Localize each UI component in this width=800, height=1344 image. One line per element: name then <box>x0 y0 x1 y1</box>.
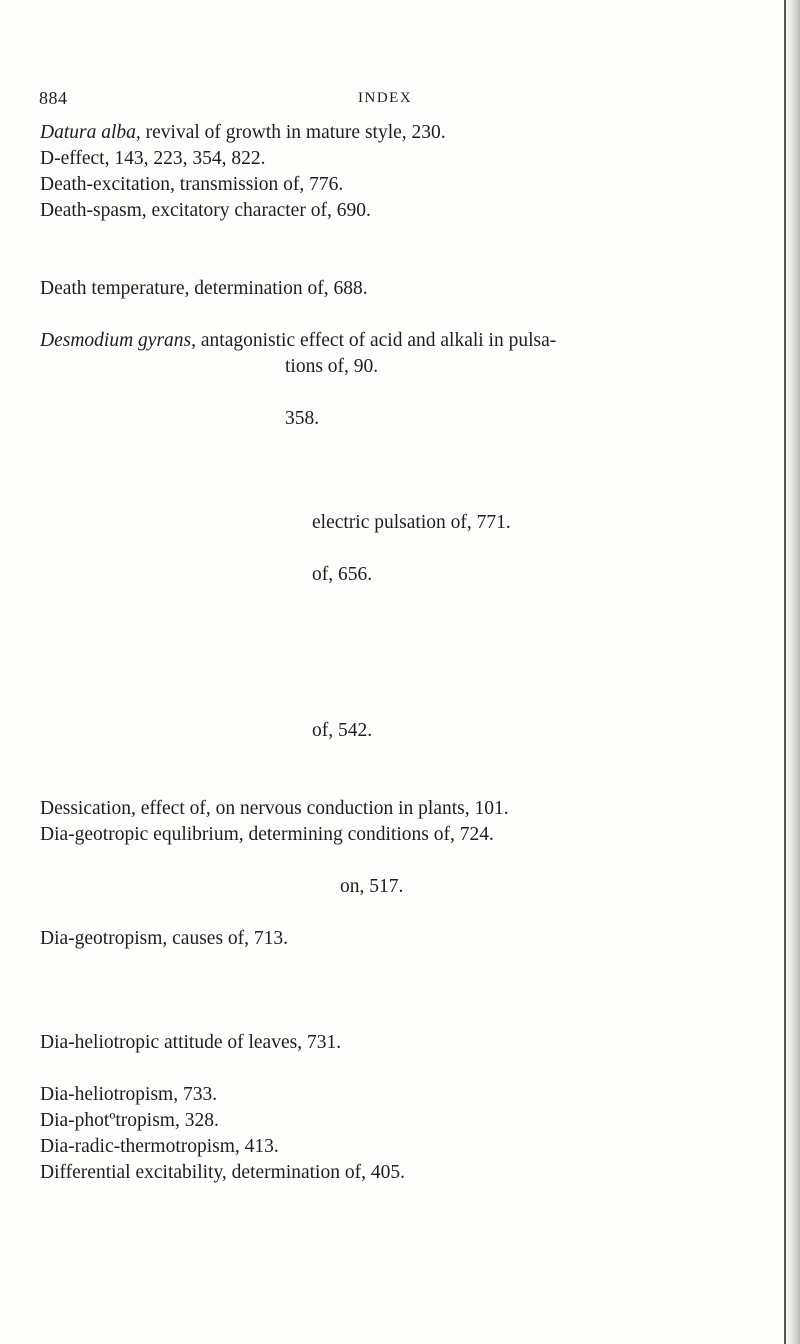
entry-text: of, 656. <box>312 564 373 585</box>
index-line <box>285 406 319 432</box>
entry-text: antagonistic effect of acid and alkali in pulsa- <box>196 330 557 351</box>
entry-text: Dia-geotropic equlibrium, determining conditions of, 724. <box>40 824 494 845</box>
entry-text: Dia-radic-thermotropism, 413. <box>40 1136 279 1157</box>
entry-heading: Desmodium gyrans, <box>40 330 196 351</box>
entry-text: 358. <box>285 408 320 429</box>
page-number: 884 <box>39 88 68 108</box>
index-line <box>40 328 556 354</box>
entry-text: Death-excitation, transmission of, 776. <box>40 174 344 195</box>
index-line <box>40 926 288 952</box>
entry-text: Death temperature, determination of, 688. <box>40 278 368 299</box>
index-line <box>40 1108 219 1134</box>
entry-text: Dia-heliotropic attitude of leaves, 731. <box>40 1032 342 1053</box>
entry-text: Dia-photºtropism, 328. <box>40 1110 219 1131</box>
entry-text: tions of, 90. <box>285 356 379 377</box>
index-line <box>40 822 494 848</box>
entry-text: Dia-heliotropism, 733. <box>40 1084 218 1105</box>
entry-text: of, 542. <box>312 720 373 741</box>
index-line <box>40 120 446 146</box>
index-line <box>40 796 509 822</box>
index-line <box>285 354 378 380</box>
index-line <box>40 1134 279 1160</box>
index-line <box>312 562 372 588</box>
index-line <box>40 1082 217 1108</box>
entry-text: electric pulsation of, 771. <box>312 512 511 533</box>
entry-heading: Datura alba, <box>40 122 141 143</box>
running-head: INDEX <box>358 90 413 106</box>
index-line <box>40 146 265 172</box>
index-line <box>40 276 368 302</box>
entry-text: Differential excitability, determination of, 405. <box>40 1162 405 1183</box>
entry-text: on, 517. <box>340 876 404 897</box>
index-line <box>40 172 343 198</box>
entry-text: D-effect, 143, 223, 354, 822. <box>40 148 266 169</box>
index-line <box>40 198 371 224</box>
entry-text: Dessication, effect of, on nervous conduction in plants, 101. <box>40 798 509 819</box>
index-line <box>40 1160 405 1186</box>
index-line <box>40 1030 341 1056</box>
entry-text: Dia-geotropism, causes of, 713. <box>40 928 289 949</box>
index-line <box>340 874 403 900</box>
entry-text: Death-spasm, excitatory character of, 690. <box>40 200 371 221</box>
index-line <box>312 718 372 744</box>
index-line <box>312 510 511 536</box>
entry-text: revival of growth in mature style, 230. <box>140 122 446 143</box>
